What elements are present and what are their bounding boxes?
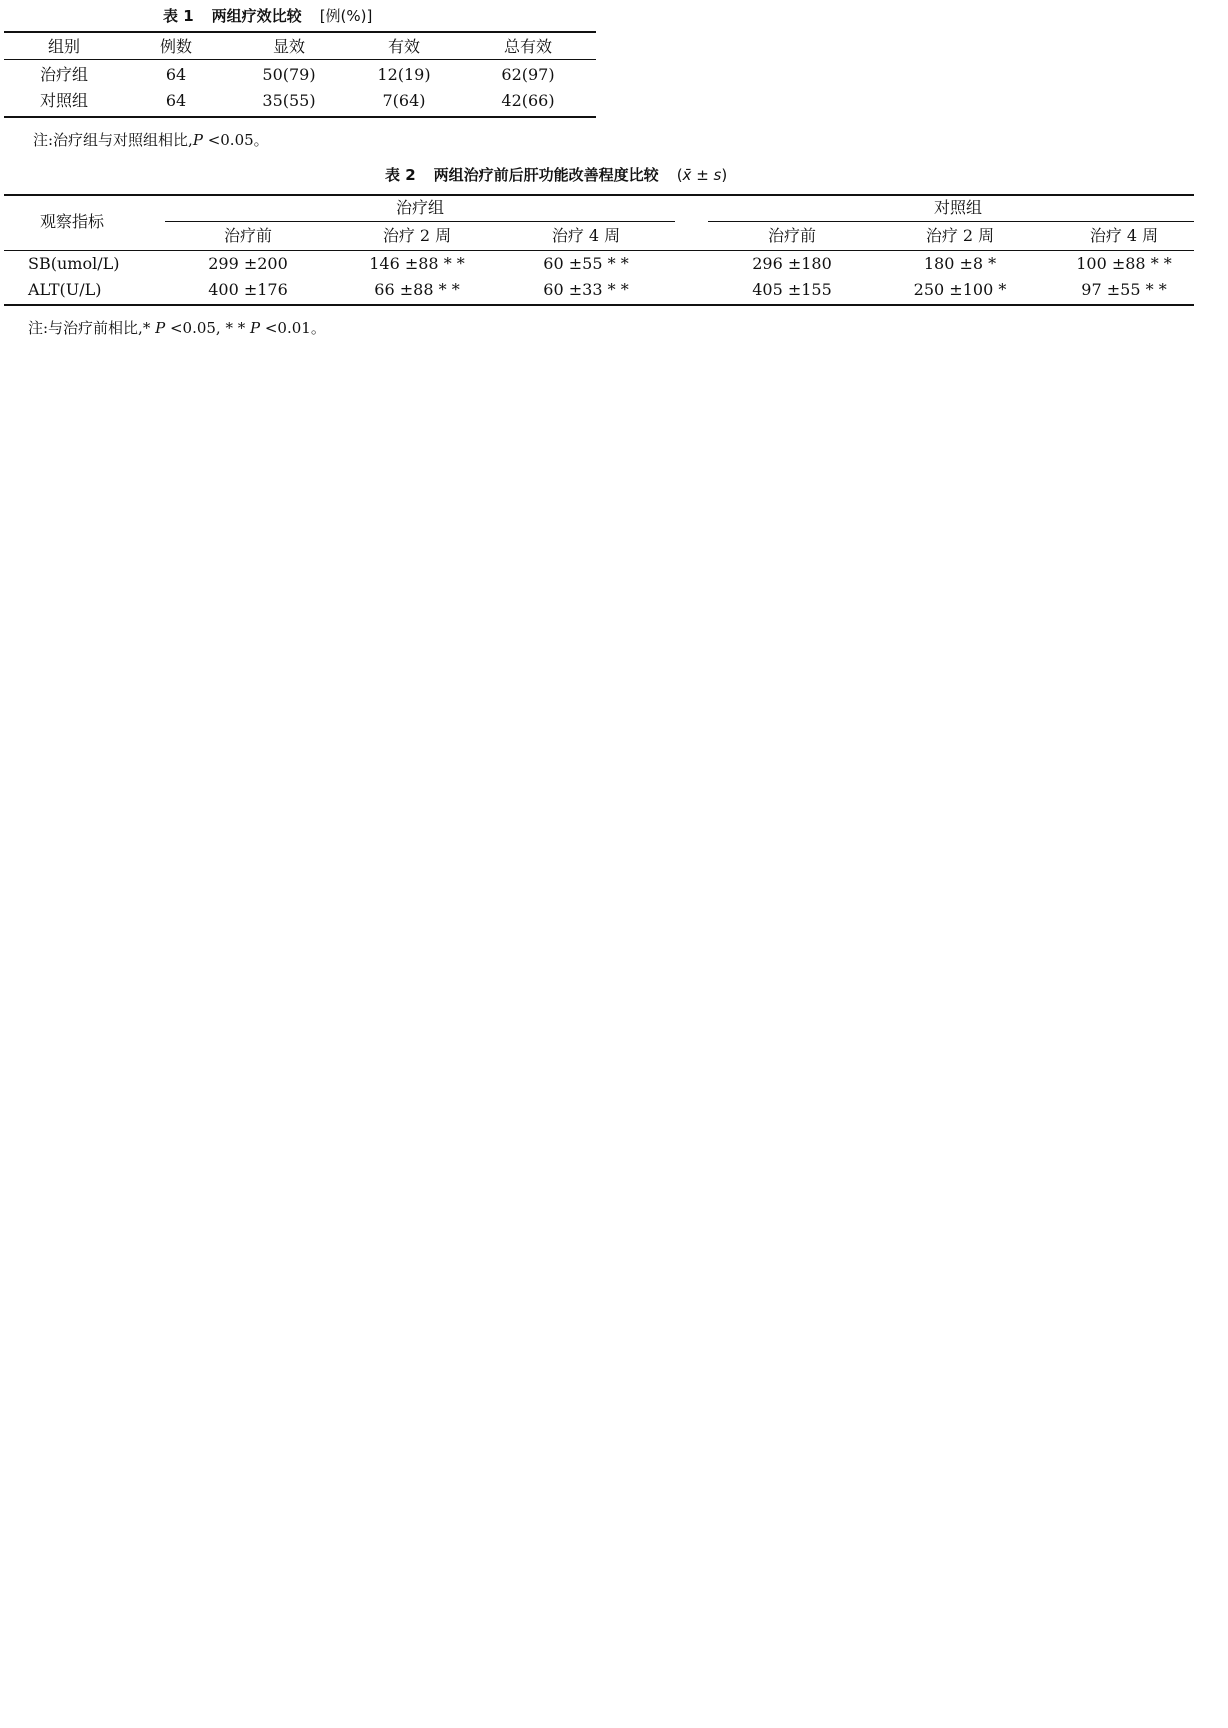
table-1-note: [33, 130, 269, 150]
table-2-cell: 400 ±176: [208, 280, 288, 299]
table-1-unit: [例(%)]: [319, 7, 373, 25]
table-2-unit-x: x̄: [682, 166, 692, 184]
table-2-unit: [677, 166, 728, 184]
table-2-unit-pm: ±: [691, 166, 714, 184]
table-2-unit-open: (: [676, 166, 683, 184]
table-1-cell: 42(66): [501, 91, 555, 110]
table-1-note-suffix: <0.05。: [202, 131, 269, 149]
table-1-cell: 7(64): [382, 91, 426, 110]
table-1-cell: 对照组: [39, 91, 89, 110]
table-2-row-label: SB(umol/L): [28, 254, 120, 273]
table-2-group-rule-right: [708, 221, 1194, 222]
table-1-cell: 治疗组: [39, 65, 89, 84]
table-2-subcol-header: 治疗 4 周: [551, 226, 621, 245]
table-2-title: 两组治疗前后肝功能改善程度比较: [433, 166, 659, 184]
table-2-cell: 97 ±55 * *: [1081, 280, 1167, 299]
table-2-cell: 60 ±33 * *: [543, 280, 629, 299]
table-2-header-rule: [4, 250, 1194, 251]
table-2-top-rule: [4, 194, 1194, 196]
table-2-note-mid: <0.05, * *: [165, 319, 250, 337]
table-2-cell: 66 ±88 * *: [374, 280, 460, 299]
table-2-note-prefix: 注:与治疗前相比,*: [28, 319, 156, 337]
table-1-cell: 62(97): [501, 65, 555, 84]
table-1-top-rule: [4, 31, 596, 33]
table-1-col-header: 例数: [159, 37, 193, 56]
table-2-note-p2: P: [250, 319, 261, 337]
table-2-subcol-header: 治疗 2 周: [382, 226, 452, 245]
table-1-header-rule: [4, 59, 596, 60]
table-2-cell: 60 ±55 * *: [543, 254, 629, 273]
table-2-cell: 146 ±88 * *: [369, 254, 465, 273]
table-1-cell: 64: [165, 91, 187, 110]
table-2-cell: 100 ±88 * *: [1076, 254, 1172, 273]
table-2-note-p1: P: [155, 319, 166, 337]
table-2-group-header: 治疗组: [395, 198, 445, 217]
table-2-group-rule-left: [165, 221, 675, 222]
table-2-note-suffix: <0.01。: [260, 319, 326, 337]
table-2-cell: 180 ±8 *: [923, 254, 997, 273]
table-2-cell: 299 ±200: [208, 254, 288, 273]
table-2-row-header: 观察指标: [40, 212, 105, 231]
table-2-cell: 296 ±180: [752, 254, 832, 273]
table-2-caption: [385, 164, 727, 185]
table-1-caption: [163, 5, 372, 26]
table-2-unit-s: s: [713, 166, 722, 184]
table-1-cell: 50(79): [262, 65, 316, 84]
table-1-cell: 12(19): [377, 65, 431, 84]
table-2-subcol-header: 治疗 2 周: [925, 226, 995, 245]
table-1-note-prefix: 注:治疗组与对照组相比,: [33, 131, 193, 149]
table-2-note: [28, 318, 326, 338]
table-1-col-header: 组别: [47, 37, 81, 56]
table-2-subcol-header: 治疗 4 周: [1089, 226, 1159, 245]
table-1-cell: 64: [165, 65, 187, 84]
table-2-unit-close: ): [721, 166, 728, 184]
table-2-subcol-header: 治疗前: [767, 226, 817, 245]
table-1-title: 两组疗效比较: [211, 7, 302, 25]
table-1-number: 表 1: [163, 7, 194, 25]
table-2-cell: 250 ±100 *: [913, 280, 1007, 299]
table-1-col-header: 总有效: [503, 37, 553, 56]
table-1-cell: 35(55): [262, 91, 316, 110]
table-2-row-label: ALT(U/L): [28, 280, 102, 299]
table-1-col-header: 有效: [387, 37, 421, 56]
table-2-cell: 405 ±155: [752, 280, 832, 299]
table-2-number: 表 2: [385, 166, 416, 184]
table-2-bottom-rule: [4, 304, 1194, 306]
table-1-note-p: P: [192, 131, 203, 149]
table-2-subcol-header: 治疗前: [223, 226, 273, 245]
table-1-bottom-rule: [4, 116, 596, 118]
table-2-group-header: 对照组: [933, 198, 983, 217]
table-1-col-header: 显效: [272, 37, 306, 56]
